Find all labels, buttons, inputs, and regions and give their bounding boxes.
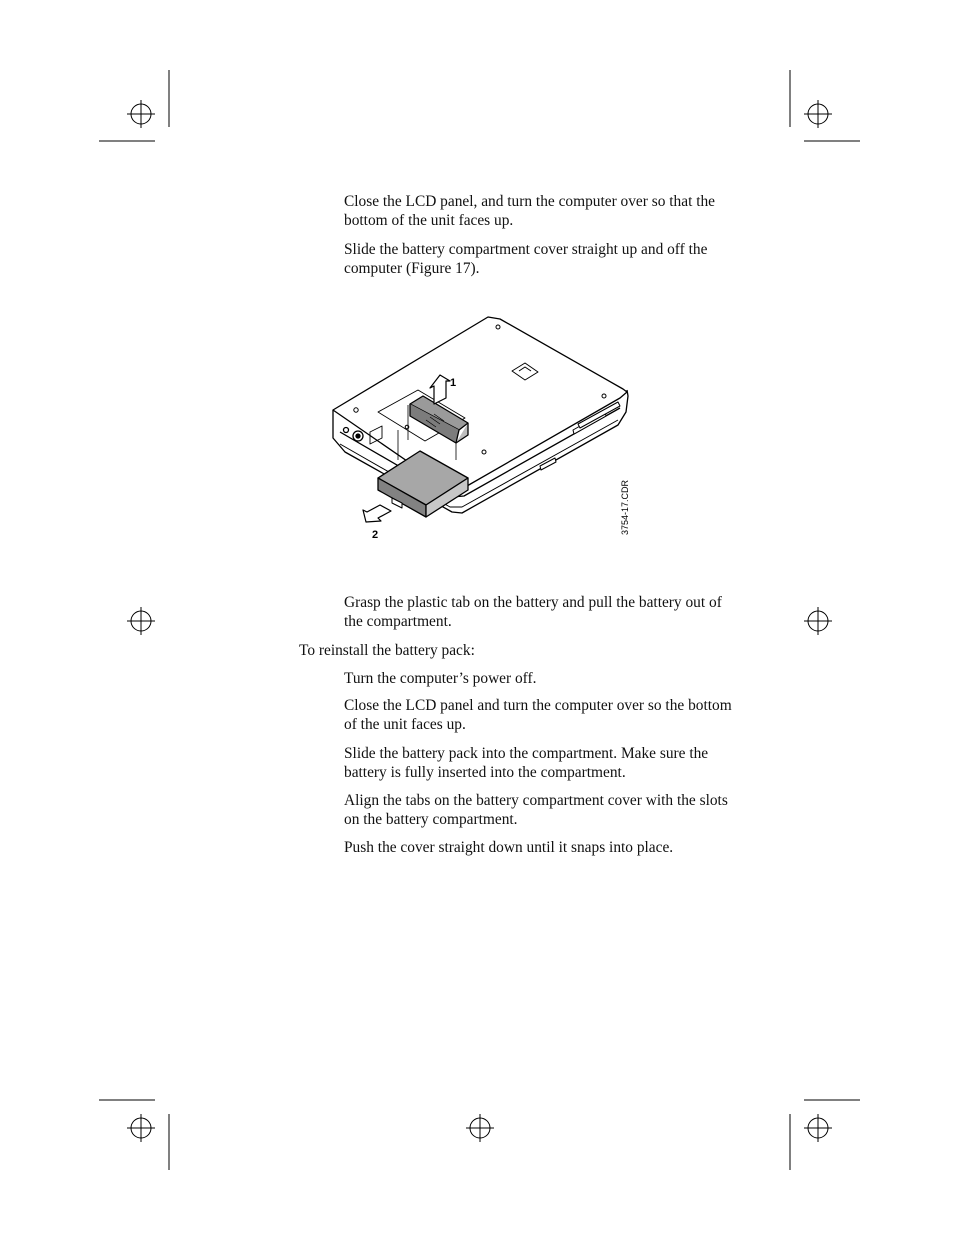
step-push-cover: Push the cover straight down until it snaps into place. [344, 839, 674, 856]
arrow-out-icon [363, 505, 391, 522]
figure-file-label: 3754-17.CDR [620, 479, 630, 535]
step-close-lcd: Close the LCD panel, and turn the computer over so that the bottom of the unit faces up. [344, 193, 715, 229]
callout-2: 2 [372, 529, 379, 541]
step-slide-battery: Slide the battery pack into the compartment. Make sure the battery is fully inserted into the compartment. [344, 745, 709, 781]
callout-1: 1 [450, 377, 457, 389]
step-close-lcd-reinstall: Close the LCD panel and turn the computer over so the bottom of the unit faces up. [344, 697, 732, 733]
step-align-tabs: Align the tabs on the battery compartment cover with the slots on the battery compartment. [344, 792, 728, 828]
reinstall-intro: To reinstall the battery pack: [299, 642, 475, 659]
step-grasp-tab: Grasp the plastic tab on the battery and pull the battery out of the compartment. [344, 594, 722, 630]
step-power-off: Turn the computer’s power off. [344, 670, 537, 687]
battery-removal-figure [320, 310, 640, 550]
step-slide-cover: Slide the battery compartment cover straight up and off the computer (Figure 17). [344, 241, 708, 277]
